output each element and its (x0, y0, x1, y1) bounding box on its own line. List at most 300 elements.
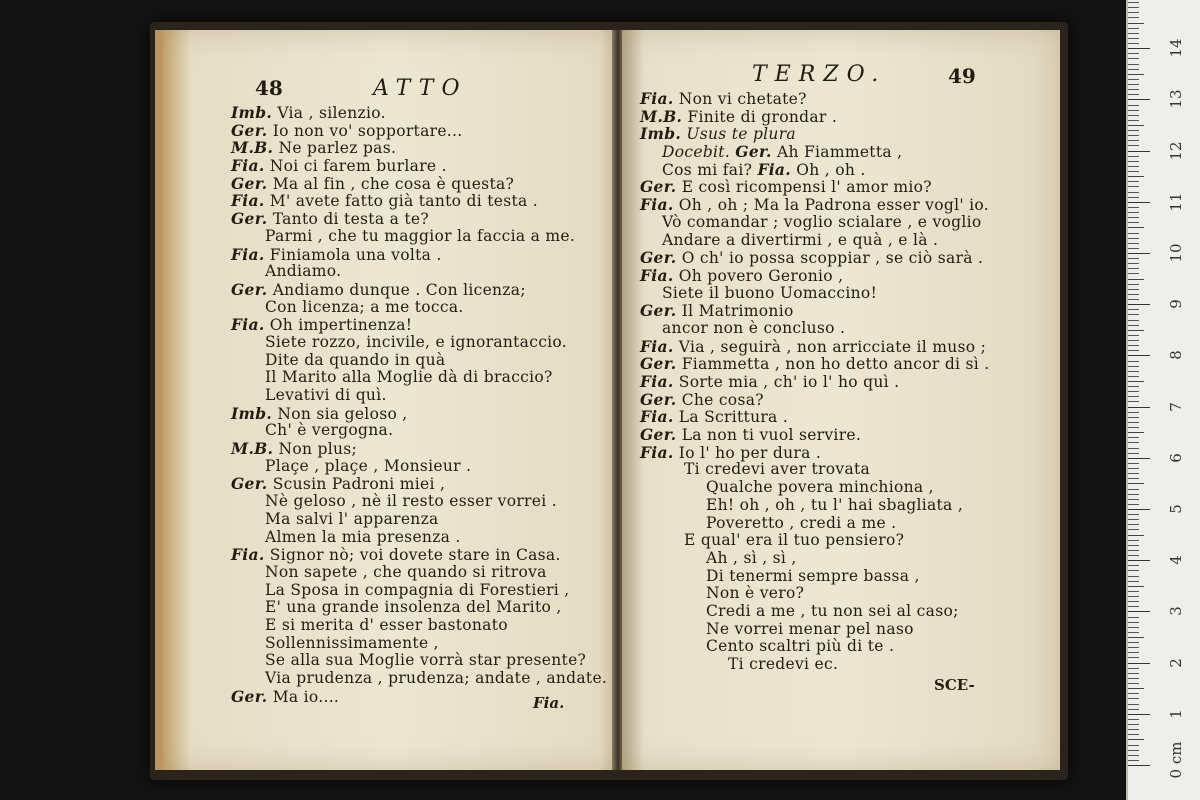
ruler-tick (1128, 140, 1139, 141)
ruler-tick (1128, 74, 1144, 75)
dialogue-text: Andiamo. (265, 262, 342, 281)
ruler-tick (1128, 176, 1144, 177)
text-line (640, 196, 990, 214)
text-line (231, 175, 607, 193)
ruler-tick (1128, 453, 1139, 454)
text-line (640, 373, 990, 391)
ruler-tick (1128, 217, 1139, 218)
dialogue-text: Ma salvi l' apparenza (265, 509, 439, 528)
ruler-tick (1128, 238, 1139, 239)
speaker-label: Ger. (640, 248, 677, 268)
ruler-tick (1128, 529, 1139, 530)
ruler-mark-label: 8 (1167, 350, 1185, 361)
ruler-tick (1128, 192, 1139, 193)
text-line (231, 122, 607, 140)
text-line (640, 302, 990, 320)
ruler-tick (1128, 23, 1144, 24)
left-page-text (231, 104, 607, 705)
ruler-mark-label: 2 (1167, 657, 1185, 668)
ruler-tick (1128, 181, 1139, 182)
right-page-text (640, 90, 990, 674)
ruler-tick (1128, 494, 1139, 495)
ruler-tick (1128, 135, 1139, 136)
text-line (231, 564, 607, 582)
dialogue-text: Siete il buono Uomaccino! (662, 283, 878, 302)
ruler-tick (1128, 724, 1139, 725)
ruler-tick (1128, 145, 1139, 146)
ruler-tick (1128, 570, 1139, 571)
dialogue-text: Non sia geloso , (277, 404, 408, 423)
ruler-tick (1128, 197, 1139, 198)
speaker-label: Ger. (735, 142, 772, 162)
ruler-tick (1128, 637, 1144, 638)
dialogue-text: Il Marito alla Moglie dà di braccio? (265, 368, 553, 387)
dialogue-text: Signor nò; voi dovete stare in Casa. (269, 546, 561, 565)
ruler-tick (1128, 33, 1139, 34)
ruler-tick (1128, 499, 1139, 500)
ruler-tick (1128, 714, 1150, 715)
dialogue-text: Non sapete , che quando si ritrova (265, 562, 547, 581)
ruler-tick (1128, 161, 1139, 162)
ruler-tick (1128, 504, 1139, 505)
text-line (640, 90, 990, 108)
ruler-mark-label: 6 (1167, 453, 1185, 463)
text-line (231, 405, 607, 423)
dialogue-text: Ne parlez pas. (278, 139, 397, 158)
dialogue-text: Almen la mia presenza . (265, 527, 461, 546)
speaker-label: Imb. (231, 403, 273, 423)
page-number: 48 (255, 76, 283, 100)
ruler-tick (1128, 601, 1139, 602)
dialogue-text: Non è vero? (706, 584, 805, 603)
text-line (640, 621, 990, 639)
speaker-label: Fia. (231, 156, 265, 176)
text-line (640, 656, 990, 674)
dialogue-text: Siete rozzo, incivile, e ignorantaccio. (265, 332, 568, 351)
ruler-tick (1128, 268, 1139, 269)
ruler-tick (1128, 704, 1139, 705)
ruler-tick (1128, 258, 1139, 259)
dialogue-text: Se alla sua Moglie vorrà star presente? (265, 651, 587, 670)
dialogue-text: Via , silenzio. (277, 104, 386, 122)
ruler-tick (1128, 314, 1139, 315)
ruler-tick (1128, 202, 1150, 203)
ruler-tick (1128, 48, 1150, 49)
ruler-tick (1128, 366, 1139, 367)
text-line (640, 603, 990, 621)
speaker-label: Fia. (640, 336, 674, 356)
dialogue-text: La non ti vuol servire. (681, 426, 862, 445)
dialogue-text: Ah , sì , sì , (706, 548, 797, 567)
ruler-tick (1128, 514, 1139, 515)
text-line (640, 515, 990, 533)
ruler-tick (1128, 734, 1139, 735)
text-line (231, 582, 607, 600)
ruler-tick (1128, 545, 1139, 546)
speaker-label: Ger. (640, 354, 677, 374)
left-page (155, 30, 623, 770)
ruler-mark-label: 9 (1167, 299, 1185, 309)
ruler-tick (1128, 709, 1139, 710)
text-line (231, 246, 607, 264)
text-line (640, 585, 990, 603)
ruler-tick (1128, 391, 1139, 392)
ruler-tick (1128, 540, 1139, 541)
ruler-tick (1128, 89, 1139, 90)
dialogue-text: Cento scaltri più di te . (706, 637, 895, 656)
ruler-tick (1128, 289, 1139, 290)
ruler-tick (1128, 361, 1139, 362)
ruler-tick (1128, 58, 1139, 59)
ruler-tick (1128, 688, 1144, 689)
speaker-label: Fia. (231, 545, 265, 565)
ruler-tick (1128, 657, 1139, 658)
ruler-tick (1128, 115, 1139, 116)
text-line (640, 355, 990, 373)
dialogue-text: Con licenza; a me tocca. (265, 297, 464, 316)
ruler-tick (1128, 509, 1150, 510)
dialogue-text: Poveretto , credi a me . (706, 513, 897, 532)
ruler-tick (1128, 130, 1139, 131)
ruler-tick (1128, 427, 1139, 428)
ruler-tick (1128, 422, 1139, 423)
ruler-mark-label: 5 (1167, 504, 1185, 514)
speaker-label: Ger. (231, 120, 268, 140)
speaker-label: Fia. (231, 244, 265, 264)
dialogue-text: E così ricompensi l' amor mio? (681, 178, 932, 197)
ruler-tick (1128, 125, 1144, 126)
ruler-tick (1128, 483, 1144, 484)
ruler-tick (1128, 12, 1139, 13)
ruler-tick (1128, 448, 1139, 449)
ruler-tick (1128, 156, 1139, 157)
ruler-tick (1128, 294, 1139, 295)
speaker-label: Ger. (231, 209, 268, 229)
speaker-label: Ger. (231, 686, 268, 706)
ruler-tick (1128, 468, 1139, 469)
ruler-tick (1128, 698, 1139, 699)
ruler-tick (1128, 253, 1150, 254)
dialogue-text: Andare a divertirmi , e quà , e là . (662, 230, 939, 249)
ruler-tick (1128, 309, 1139, 310)
ruler-tick (1128, 760, 1139, 761)
ruler-tick (1128, 248, 1139, 249)
dialogue-text: Finite di grondar . (687, 107, 838, 126)
dialogue-text: Oh , oh . (796, 160, 866, 179)
dialogue-text: Oh , oh ; Ma la Padrona esser vogl' io. (678, 196, 989, 215)
ruler-tick (1128, 565, 1139, 566)
ruler-tick (1128, 401, 1139, 402)
dialogue-text: Sorte mia , ch' io l' ho quì . (678, 373, 900, 391)
dialogue-text: Vò comandar ; voglio scialare , e voglio (662, 212, 982, 231)
ruler-tick (1128, 171, 1139, 172)
ruler-tick (1128, 442, 1139, 443)
dialogue-text: La Scrittura . (678, 408, 789, 427)
ruler-tick (1128, 371, 1139, 372)
text-line (231, 440, 607, 458)
ruler-tick (1128, 17, 1139, 18)
ruler-mark-label: 10 (1167, 243, 1185, 263)
dialogue-text: E qual' era il tuo pensiero? (684, 531, 905, 550)
ruler-tick (1128, 729, 1139, 730)
ruler-tick (1128, 555, 1139, 556)
dialogue-text: M' avete fatto già tanto di testa . (269, 192, 539, 211)
text-line (231, 263, 607, 281)
ruler-tick (1128, 755, 1139, 756)
ruler-tick (1128, 43, 1139, 44)
dialogue-text: Ti credevi ec. (728, 655, 839, 673)
text-line (640, 285, 990, 303)
ruler-tick (1128, 284, 1139, 285)
ruler-tick (1128, 652, 1139, 653)
ruler-tick (1128, 586, 1144, 587)
speaker-label: Ger. (231, 173, 268, 193)
text-line (231, 422, 607, 440)
dialogue-text: Finiamola una volta . (269, 245, 442, 264)
text-line (231, 617, 607, 635)
ruler-tick (1128, 273, 1139, 274)
catchword: SCE- (934, 676, 975, 694)
speaker-label: Imb. (231, 103, 273, 122)
dialogue-text: Ti credevi aver trovata (684, 460, 871, 479)
ruler-tick (1128, 396, 1139, 397)
ruler-tick (1128, 222, 1139, 223)
ruler-mark-label: 1 (1167, 709, 1185, 719)
text-line (640, 461, 990, 479)
ruler-tick (1128, 279, 1144, 280)
dialogue-text: Non plus; (278, 440, 358, 459)
text-line (231, 635, 607, 653)
ruler-tick (1128, 53, 1139, 54)
ruler-tick (1128, 28, 1139, 29)
ruler-tick (1128, 417, 1139, 418)
text-line (231, 670, 607, 688)
ruler-tick (1128, 105, 1139, 106)
dialogue-text: Via prudenza , prudenza; andate , andate. (265, 669, 608, 687)
running-head: TERZO. (752, 62, 887, 87)
dialogue-text: Docebit. (662, 143, 731, 162)
dialogue-text: Dite da quando in quà (265, 350, 446, 369)
ruler-tick (1128, 320, 1139, 321)
text-line (640, 426, 990, 444)
text-line (640, 249, 990, 267)
dialogue-text: Ch' è vergogna. (265, 421, 394, 440)
text-line (231, 352, 607, 370)
ruler-tick (1128, 386, 1139, 387)
ruler-tick (1128, 606, 1139, 607)
dialogue-text: Cos mi fai? (662, 160, 753, 179)
ruler-tick (1128, 591, 1139, 592)
speaker-label: Fia. (231, 191, 265, 211)
dialogue-text: Che cosa? (681, 390, 764, 409)
ruler-tick (1128, 647, 1139, 648)
dialogue-text: Io non vo' sopportare... (272, 121, 463, 140)
text-line (640, 568, 990, 586)
ruler-tick (1128, 673, 1139, 674)
text-line (231, 529, 607, 547)
text-line (231, 210, 607, 228)
ruler-tick (1128, 186, 1139, 187)
ruler-tick (1128, 304, 1150, 305)
text-line (231, 652, 607, 670)
ruler-tick (1128, 151, 1150, 152)
catchword: Fia. (533, 694, 565, 712)
ruler-mark-label: 12 (1167, 141, 1185, 161)
ruler-tick (1128, 2, 1139, 3)
text-line (640, 267, 990, 285)
dialogue-text: E si merita d' esser bastonato (265, 615, 508, 634)
speaker-label: M.B. (231, 138, 274, 158)
ruler-tick (1128, 437, 1139, 438)
text-line (231, 369, 607, 387)
speaker-label: Fia. (640, 195, 674, 215)
ruler-mark-label: 14 (1167, 38, 1185, 58)
ruler-tick (1128, 110, 1139, 111)
text-line (231, 458, 607, 476)
text-line (640, 550, 990, 568)
ruler-tick (1128, 622, 1139, 623)
ruler-tick (1128, 207, 1139, 208)
ruler-tick (1128, 489, 1139, 490)
ruler-tick (1128, 166, 1139, 167)
text-line (640, 108, 990, 126)
ruler-tick (1128, 120, 1139, 121)
ruler-tick (1128, 335, 1139, 336)
speaker-label: Fia. (640, 407, 674, 427)
dialogue-text: Fiammetta , non ho detto ancor di sì . (681, 355, 990, 374)
text-line (640, 143, 990, 161)
speaker-label: Fia. (231, 315, 265, 335)
dialogue-text: Usus te plura (686, 125, 796, 144)
text-line (640, 320, 990, 338)
text-line (640, 178, 990, 196)
dialogue-text: Io l' ho per dura . (678, 443, 822, 462)
ruler-mark-label: 4 (1167, 555, 1185, 565)
right-page (622, 30, 1060, 770)
ruler-tick (1128, 550, 1139, 551)
ruler-tick (1128, 632, 1139, 633)
speaker-label: Ger. (231, 279, 268, 299)
ruler-tick (1128, 683, 1139, 684)
speaker-label: Fia. (757, 159, 791, 179)
text-line (231, 387, 607, 405)
text-line (640, 161, 990, 179)
ruler-tick (1128, 330, 1144, 331)
ruler-tick (1128, 765, 1150, 766)
ruler-mark-label: 11 (1167, 192, 1185, 212)
dialogue-text: Levativi di quì. (265, 386, 387, 404)
ruler-tick (1128, 263, 1139, 264)
ruler-tick (1128, 84, 1139, 85)
ruler-tick (1128, 299, 1139, 300)
dialogue-text: Non vi chetate? (678, 90, 807, 108)
ruler-tick (1128, 678, 1139, 679)
dialogue-text: Ne vorrei menar pel naso (706, 619, 914, 638)
text-line (231, 104, 607, 122)
ruler-tick (1128, 627, 1139, 628)
speaker-label: Ger. (640, 301, 677, 321)
dialogue-text: Il Matrimonio (681, 302, 794, 321)
text-line (231, 475, 607, 493)
dialogue-text: Scusin Padroni miei , (272, 475, 446, 494)
ruler-tick (1128, 611, 1150, 612)
dialogue-text: E' una grande insolenza del Marito , (265, 598, 562, 617)
ruler-tick (1128, 233, 1139, 234)
ruler-tick (1128, 719, 1139, 720)
ruler-tick (1128, 535, 1144, 536)
dialogue-text: Parmi , che tu maggior la faccia a me. (265, 226, 576, 245)
ruler-mark-label: 7 (1167, 401, 1185, 412)
speaker-label: M.B. (231, 439, 274, 459)
dialogue-text: Plaçe , plaçe , Monsieur . (265, 456, 472, 475)
dialogue-text: Tanto di testa a te? (272, 210, 429, 229)
text-line (640, 232, 990, 250)
dialogue-text: Nè geloso , nè il resto esser vorrei . (265, 492, 557, 511)
ruler-tick (1128, 7, 1139, 8)
ruler-tick (1128, 212, 1139, 213)
text-line (640, 497, 990, 515)
ruler-tick (1128, 693, 1139, 694)
dialogue-text: Ah Fiammetta , (776, 143, 903, 162)
running-head: ATTO (373, 76, 468, 101)
text-line (231, 493, 607, 511)
text-line (640, 479, 990, 497)
text-line (640, 532, 990, 550)
ruler-tick (1128, 739, 1144, 740)
speaker-label: M.B. (640, 106, 683, 126)
text-line (640, 214, 990, 232)
ruler-tick (1128, 576, 1139, 577)
ruler-tick (1128, 325, 1139, 326)
speaker-label: Ger. (640, 177, 677, 197)
speaker-label: Ger. (640, 425, 677, 445)
ruler-tick (1128, 596, 1139, 597)
speaker-label: Fia. (640, 89, 674, 108)
dialogue-text: Oh povero Geronio , (678, 266, 844, 285)
dialogue-text: O ch' io possa scoppiar , se ciò sarà . (681, 249, 984, 268)
ruler-tick (1128, 376, 1139, 377)
ruler-tick (1128, 69, 1139, 70)
text-line (231, 228, 607, 246)
text-line (231, 546, 607, 564)
dialogue-text: Eh! oh , oh , tu l' hai sbagliata , (706, 495, 964, 514)
text-line (640, 391, 990, 409)
measurement-ruler (1126, 0, 1200, 800)
text-line (231, 334, 607, 352)
text-line (231, 139, 607, 157)
ruler-tick (1128, 642, 1139, 643)
ruler-tick (1128, 345, 1139, 346)
dialogue-text: Oh impertinenza! (269, 316, 413, 335)
ruler-tick (1128, 617, 1139, 618)
dialogue-text: Qualche povera minchiona , (706, 478, 934, 497)
text-line (231, 299, 607, 317)
speaker-label: Fia. (640, 265, 674, 285)
text-line (640, 444, 990, 462)
ruler-tick (1128, 355, 1150, 356)
ruler-tick (1128, 94, 1139, 95)
dialogue-text: Credi a me , tu non sei al caso; (706, 601, 959, 620)
ruler-tick (1128, 519, 1139, 520)
text-line (231, 281, 607, 299)
ruler-tick (1128, 350, 1139, 351)
speaker-label: Fia. (640, 372, 674, 391)
ruler-tick (1128, 99, 1150, 100)
text-line (231, 316, 607, 334)
text-line (640, 638, 990, 656)
ruler-tick (1128, 381, 1144, 382)
ruler-tick (1128, 463, 1139, 464)
